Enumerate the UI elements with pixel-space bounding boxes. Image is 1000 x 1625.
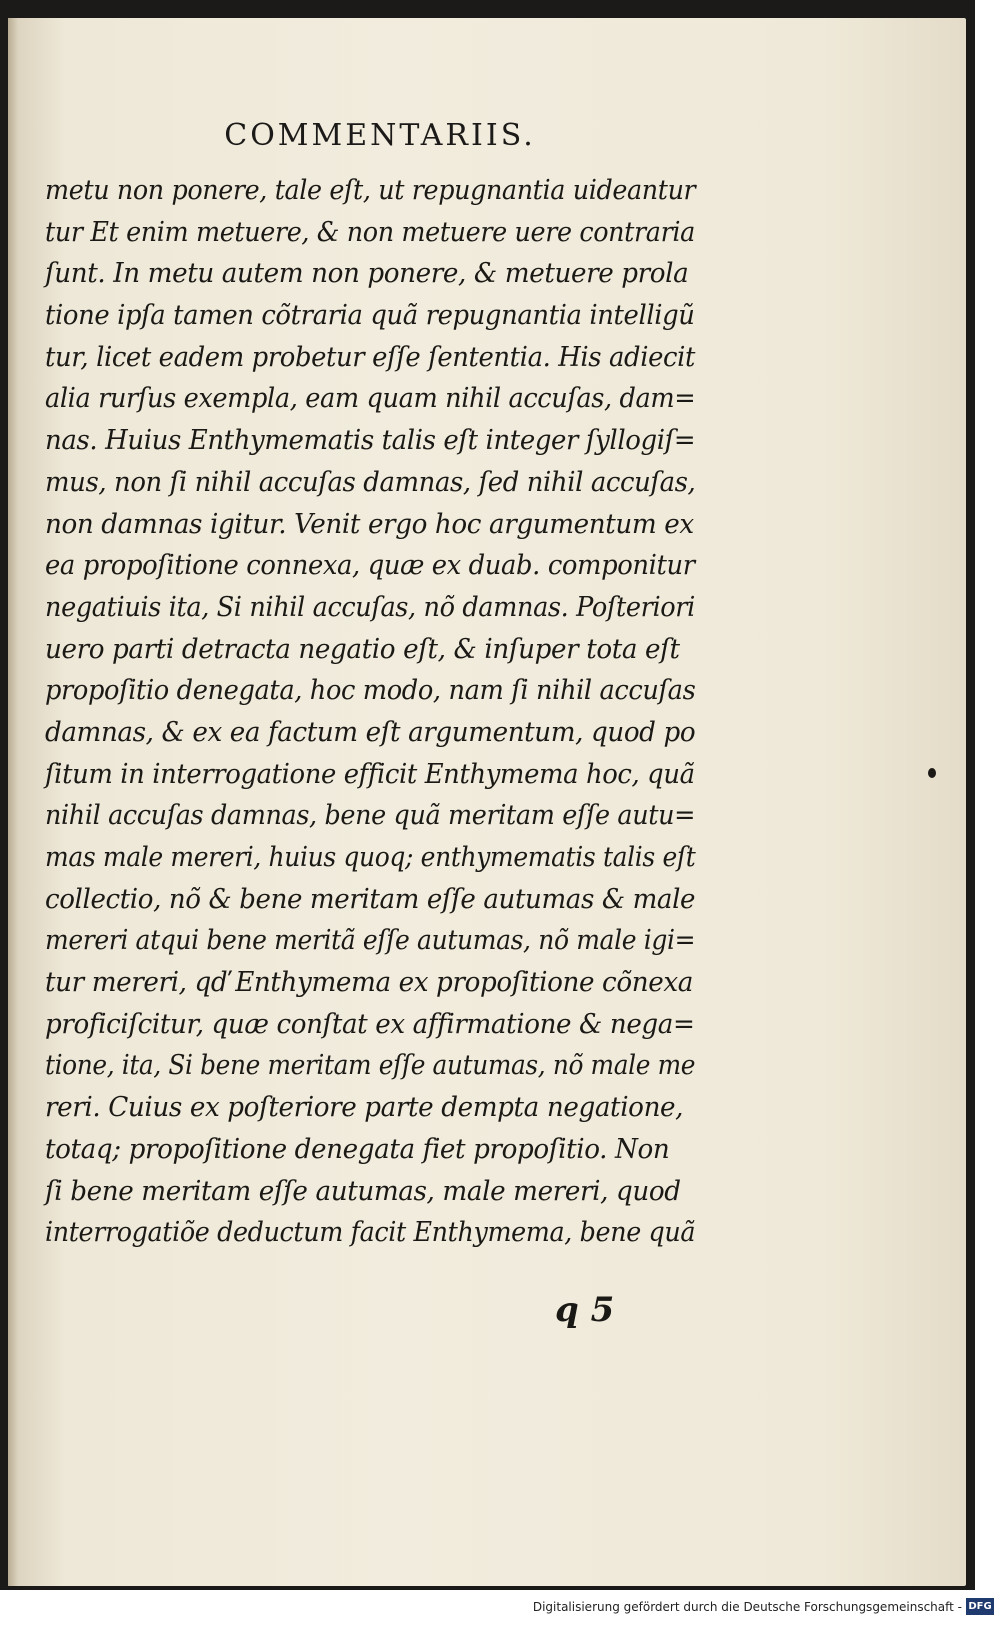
text-line: proficiſcitur, quæ conſtat ex affirmatione & nega= bbox=[45, 1008, 695, 1040]
text-line: ea propoſitione connexa, quæ ex duab. componitur bbox=[45, 550, 695, 582]
text-line: tione ipſa tamen cõtraria quã repugnantia intelligũ bbox=[45, 300, 695, 332]
text-line: ſitum in interrogatione efficit Enthymema hoc, quã bbox=[45, 758, 695, 790]
text-line: ſi bene meritam eſſe autumas, male mereri, quod bbox=[45, 1175, 681, 1207]
text-line: non damnas igitur. Venit ergo hoc argumentum ex bbox=[45, 508, 694, 540]
text-line: nas. Huius Enthymematis talis eſt integer ſyllogiſ= bbox=[45, 425, 696, 457]
text-line: tur Et enim metuere, & non metuere uere contraria bbox=[45, 216, 695, 248]
text-line: damnas, & ex ea factum eſt argumentum, quod po bbox=[45, 716, 696, 748]
text-line: alia rurſus exempla, eam quam nihil accuſas, dam= bbox=[45, 383, 696, 415]
text-line: metu non ponere, tale eſt, ut repugnantia uideantur bbox=[45, 175, 696, 206]
running-head: COMMENTARIIS. bbox=[224, 118, 536, 153]
page-edge-shadow bbox=[8, 18, 18, 1586]
text-line: collectio, nõ & bene meritam eſſe autumas & male bbox=[45, 883, 696, 915]
text-line: ſunt. In metu autem non ponere, & metuere prola bbox=[45, 258, 689, 290]
catchword: q 5 bbox=[555, 1290, 615, 1330]
text-line: interrogatiõe deductum facit Enthymema, bene quã bbox=[45, 1217, 696, 1249]
text-line: uero parti detracta negatio eſt, & inſuper tota eſt bbox=[45, 633, 680, 665]
text-line: propoſitio denegata, hoc modo, nam ſi nihil accuſas bbox=[45, 675, 696, 707]
ink-dot bbox=[928, 768, 936, 778]
footer-bar bbox=[0, 1592, 1000, 1625]
dfg-logo: DFG bbox=[966, 1598, 994, 1615]
text-line: nihil accuſas damnas, bene quã meritam eſſe autu= bbox=[45, 800, 696, 832]
text-line: tur mereri, qď Enthymema ex propoſitione cõnexa bbox=[45, 967, 693, 999]
text-line: totaq; propoſitione denegata fiet propoſitio. Non bbox=[45, 1133, 670, 1165]
text-line: reri. Cuius ex poſteriore parte dempta negatione, bbox=[45, 1092, 684, 1124]
text-line: tione, ita, Si bene meritam eſſe autumas, nõ male me bbox=[45, 1050, 696, 1082]
text-line: negatiuis ita, Si nihil accuſas, nõ damnas. Poſteriori bbox=[45, 591, 695, 623]
text-line: mus, non ſi nihil accuſas damnas, ſed nihil accuſas, bbox=[45, 466, 696, 498]
text-line: tur, licet eadem probetur eſſe ſententia. His adiecit bbox=[45, 341, 695, 373]
text-line: mereri atqui bene meritã eſſe autumas, nõ male igi= bbox=[45, 925, 696, 957]
footer-credit: Digitalisierung gefördert durch die Deutsche Forschungsgemeinschaft - bbox=[532, 1600, 962, 1614]
text-block bbox=[45, 170, 715, 1254]
text-line: mas male mereri, huius quoq; enthymematis talis eſt bbox=[45, 842, 696, 873]
